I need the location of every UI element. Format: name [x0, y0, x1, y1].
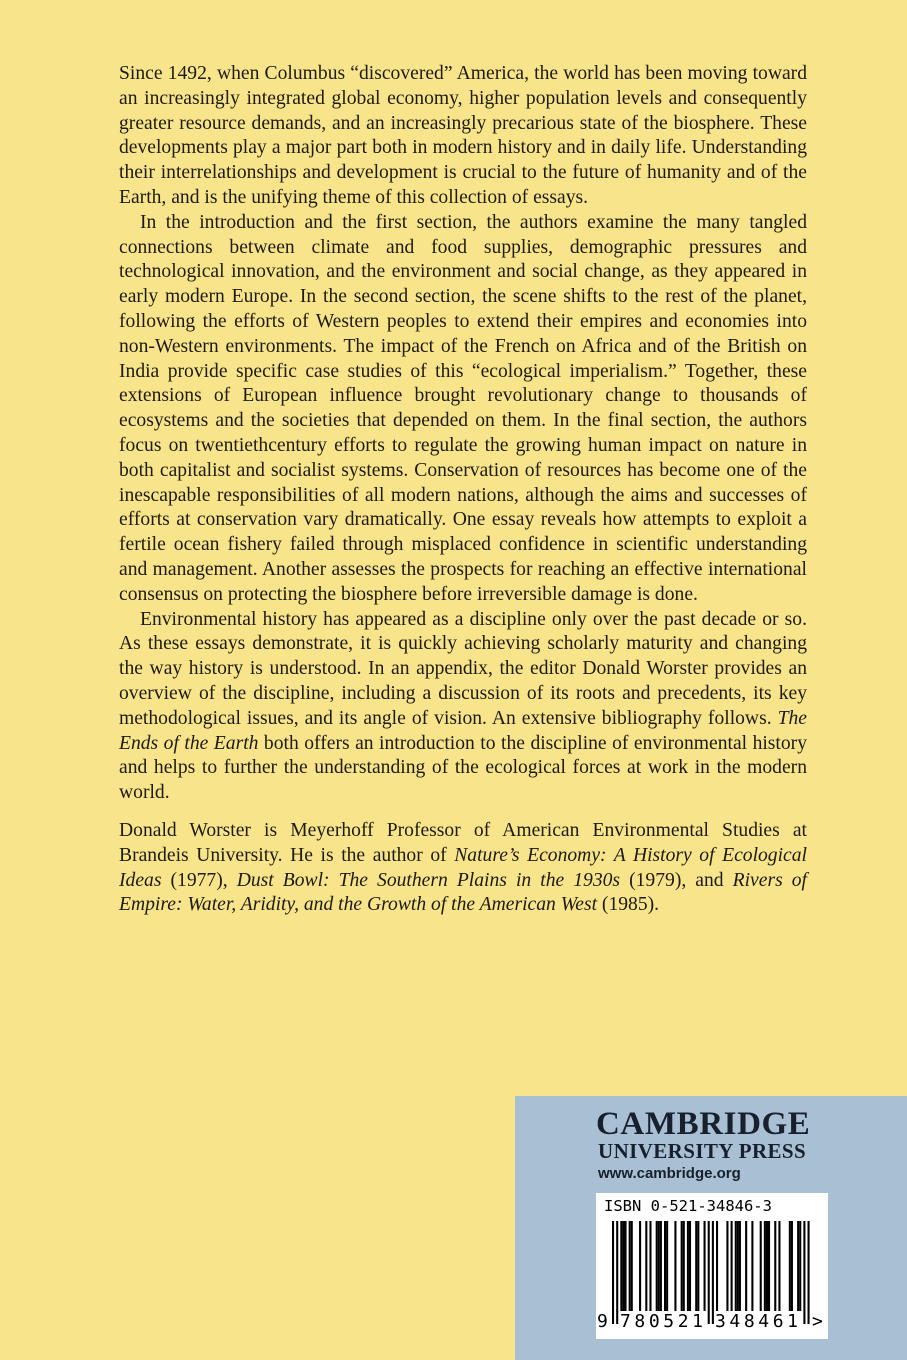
barcode-bar: [629, 1221, 631, 1311]
barcode-bar: [799, 1221, 801, 1311]
blurb-paragraph-3-text-b: both offers an introduction to the discipline of environmental history and helps to further the understanding of the ecological forces at work in the modern world.: [119, 732, 807, 804]
barcode-bar: [687, 1221, 689, 1311]
barcode-bar: [778, 1221, 780, 1311]
barcode-guard-bar: [616, 1221, 618, 1324]
barcode-guard-bar: [708, 1221, 710, 1324]
ean-right-digits: 348461: [715, 1311, 802, 1332]
barcode-guard-bar: [712, 1221, 714, 1324]
barcode-bar: [660, 1221, 662, 1311]
barcode-bar: [760, 1221, 762, 1311]
barcode-bar: [704, 1221, 706, 1311]
barcode-bar: [797, 1221, 799, 1311]
author-bio-text-c: (1979), and: [620, 869, 733, 891]
barcode-bar: [731, 1221, 733, 1311]
barcode-bar: [791, 1221, 793, 1311]
blurb-paragraph-3: [119, 608, 807, 806]
barcode-bar: [735, 1221, 737, 1311]
barcode-bar: [697, 1221, 699, 1311]
barcode-bar: [624, 1221, 626, 1311]
author-bio: [119, 819, 807, 918]
barcode-bar: [683, 1221, 685, 1311]
barcode-bar: [774, 1221, 776, 1311]
barcode-bar: [664, 1221, 666, 1311]
barcode-bar: [745, 1221, 747, 1311]
barcode-guard-bar: [612, 1221, 614, 1324]
blurb-paragraph-3-text-a: Environmental history has appeared as a discipline only over the past decade or so. As these essays demonstrate, it is quickly achieving scholarly maturity and changing the way history is understood. In an appendix, the editor Donald Worster provides an overview of the discipline, including a discussion of its roots and precedents, its key methodological issues, and its angle of vision. An extensive bibliography follows.: [119, 608, 807, 729]
barcode-bar: [656, 1221, 658, 1311]
author-book-3: Rivers of Empire: Water, Aridity, and the Growth of the American West: [119, 869, 807, 916]
barcode-panel: [596, 1193, 828, 1339]
barcode-bar: [766, 1221, 768, 1311]
barcode-bar: [695, 1221, 697, 1311]
barcode-bar: [681, 1221, 683, 1311]
blurb-paragraph-1: Since 1492, when Columbus “discovered” America, the world has been moving toward an increasingly integrated global economy, higher population levels and consequently greater resource demands, and an increasingly precarious state of the biosphere. These developments play a major part both in modern history and in daily life. Understanding their interrelationships and development is crucial to the future of humanity and of the Earth, and is the unifying theme of this collection of essays.: [119, 63, 807, 208]
barcode-bar: [768, 1221, 770, 1311]
barcode-bar: [789, 1221, 791, 1311]
blurb-paragraph-2: In the introduction and the first section, the authors examine the many tangled connections between climate and food supplies, demographic pressures and technological innovation, and the environment and social change, as they appeared in early modern Europe. In the second section, the scene shifts to the rest of the planet, following the efforts of Western peoples to extend their empires and economies into non-Western environments. The impact of the French on Africa and of the British on India provide specific case studies of this “ecological imperialism.” Together, these extensions of European influence brought revolutionary change to thousands of ecosystems and the societies that depended on them. In the final section, the authors focus on twentiethcentury efforts to regulate the growing human impact on nature in both capitalist and socialist systems. Conservation of resources has become one of the inescapable responsibilities of all modern nations, although the aims and successes of efforts at conservation vary dramatically. One essay reveals how attempts to exploit a fertile ocean fishery failed through misplaced confidence in scientific understanding and management. Another assesses the prospects for reaching an effective international consensus on protecting the biosphere before irreversible damage is done.: [119, 211, 807, 605]
isbn-label: ISBN 0-521-34846-3: [604, 1197, 772, 1215]
publisher-name: CAMBRIDGE: [596, 1106, 811, 1142]
barcode-bar: [649, 1221, 651, 1311]
ean-quiet-mark: >: [812, 1311, 823, 1332]
barcode-bar: [666, 1221, 668, 1311]
barcode-bar: [726, 1221, 728, 1311]
barcode-guard-bar: [808, 1221, 810, 1324]
book-title: The Ends of the Earth: [119, 707, 807, 754]
barcode-bar: [751, 1221, 753, 1311]
publisher-url: www.cambridge.org: [598, 1165, 741, 1182]
barcode-bar: [645, 1221, 647, 1311]
barcode-bar: [674, 1221, 676, 1311]
barcode-bar: [631, 1221, 633, 1311]
barcode-bar: [716, 1221, 718, 1311]
barcode-bar: [689, 1221, 691, 1311]
author-book-1: Nature’s Economy: A History of Ecological Ideas: [119, 844, 807, 891]
publisher-panel: [515, 1096, 907, 1360]
barcode-bar: [622, 1221, 624, 1311]
barcode-guard-bar: [803, 1221, 805, 1324]
barcode-bar: [658, 1221, 660, 1311]
ean-left-digits: 780521: [620, 1311, 707, 1332]
publisher-press: UNIVERSITY PRESS: [598, 1139, 807, 1163]
barcode-bar: [739, 1221, 741, 1311]
barcode-bar: [639, 1221, 641, 1311]
author-book-2: Dust Bowl: The Southern Plains in the 1930s: [236, 869, 621, 891]
ean-lead-digit: 9: [597, 1311, 608, 1332]
barcode-bar: [620, 1221, 622, 1311]
barcode-bar: [737, 1221, 739, 1311]
author-bio-text-a: Donald Worster is Meyerhoff Professor of American Environmental Studies at Brandeis University. He is the author of: [119, 819, 807, 866]
barcode-bar: [764, 1221, 766, 1311]
author-bio-text-b: (1977),: [161, 869, 237, 891]
author-bio-text-d: (1985).: [597, 894, 660, 916]
blurb-text: [119, 62, 807, 918]
